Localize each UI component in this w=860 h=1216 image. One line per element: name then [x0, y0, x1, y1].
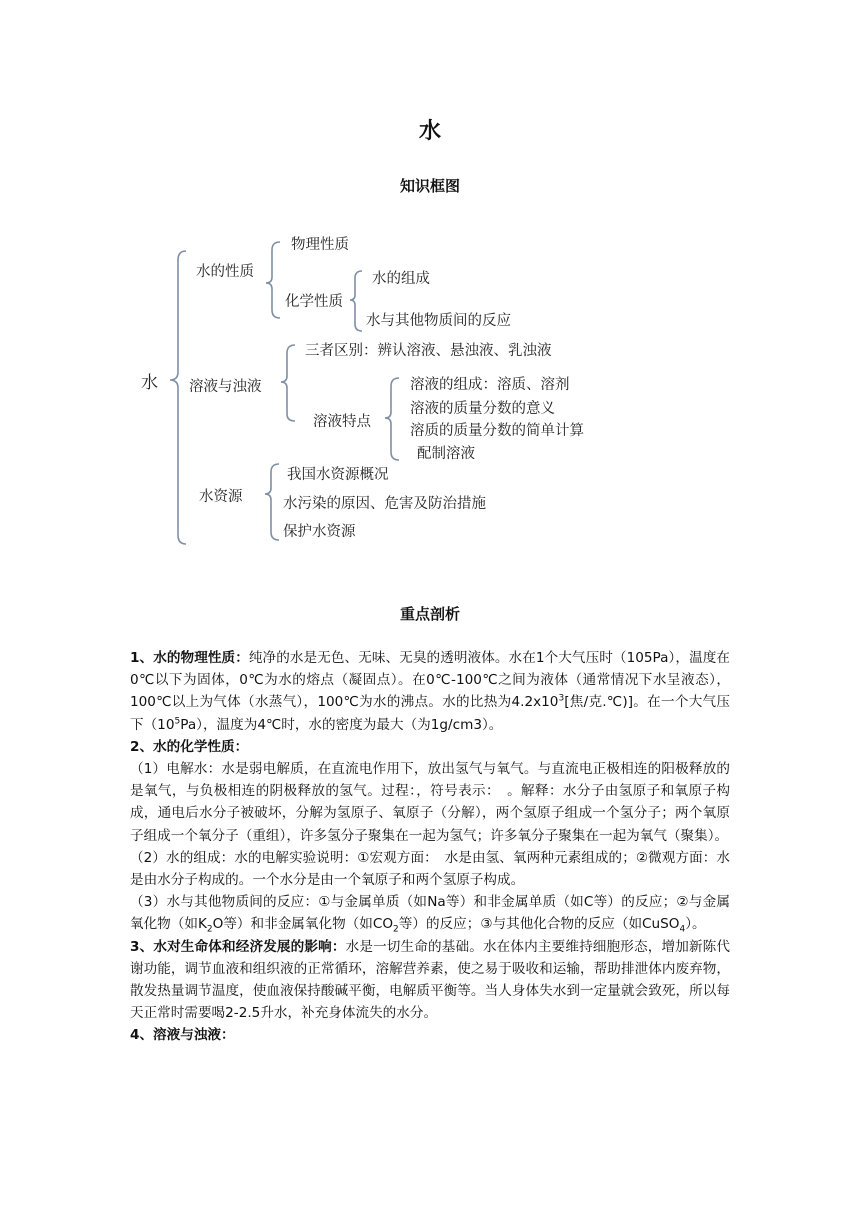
paragraph-composition: （2）水的组成：水的电解实验说明：①宏观方面： 水是由氢、氧两种元素组成的；②微观方面：水是由水分子构成的。一个水分是由一个氧原子和两个氢原子构成。: [130, 849, 730, 889]
page-title: 水: [418, 119, 441, 144]
properties-bracket: [266, 242, 280, 318]
section-physical: 1、水的物理性质：纯净的水是无色、无味、无臭的透明液体。水在1个大气压时（105Pa），温度在0℃以下为固体，0℃为水的熔点（凝固点）。在0℃-100℃之间为液体（通常情况下水呈液态），100℃以上为气体（水蒸气），100℃为水的沸点。水的比热为$4.2x10^3$[焦/克.℃)]。在一个大气压下$(10^5Pa)$，温度为4℃时，水的密度为最大（为1g/cm3）。: [130, 650, 731, 733]
tree-node-features: 溶液特点: [313, 414, 371, 430]
tree-node-resource-2: 水污染的原因、危害及防治措施: [283, 496, 486, 512]
features-bracket: [385, 378, 399, 460]
tree-node-feature-3: 溶质的质量分数的简单计算: [410, 423, 584, 439]
analysis-content: [130, 647, 730, 1047]
paragraph-reactions: （3）水与其他物质间的反应：①与金属单质（如Na等）和非金属单质（如C等）的反应；②与金属氧化物（如$K_2O$等）和非金属氧化物（如$CO_2$等）的反应；③与其他化合物的反应（如CuSO$_4$）。: [130, 894, 730, 936]
resources-bracket: [265, 464, 279, 540]
tree-node-resource-3: 保护水资源: [283, 524, 356, 540]
section-heading: 2、水的化学性质：: [130, 738, 249, 755]
tree-node-resource-1: 我国水资源概况: [287, 467, 389, 483]
solution-bracket: [281, 345, 295, 421]
tree-node-chemical: 化学性质: [285, 294, 343, 310]
section-heading: 1、水的物理性质：: [130, 650, 249, 666]
section-heading: 4、溶液与浊液：: [130, 1027, 235, 1044]
tree-node-physical: 物理性质: [291, 237, 349, 253]
tree-node-feature-2: 溶液的质量分数的意义: [410, 401, 555, 417]
tree-node-difference: 三者区别：辨认溶液、悬浊液、乳浊液: [305, 343, 552, 359]
tree-node-water-resources: 水资源: [199, 489, 243, 505]
tree-node-feature-4: 配制溶液: [417, 446, 475, 462]
section-life-impact: 3、水对生命体和经济发展的影响：水是一切生命的基础。水在体内主要维持细胞形态，增加新陈代谢功能，调节血液和组织液的正常循环，溶解营养素，使之易于吸收和运输，帮助排泄体内废弃物，散发热量调节温度，使血液保持酸碱平衡，电解质平衡等。当人身体失水到一定量就会致死，所以每天正常时需要喝2-2.5升水，补充身体流失的水分。: [130, 938, 730, 1022]
analysis-title: 重点剖析: [399, 605, 460, 623]
tree-node-solutions: 溶液与浊液: [189, 379, 262, 395]
tree-node-feature-1: 溶液的组成：溶质、溶剂: [410, 377, 570, 393]
chemical-bracket: [350, 271, 362, 331]
paragraph-electrolysis: （1）电解水：水是弱电解质，在直流电作用下，放出氢气与氧气。与直流电正极相连的阳极释放的是氧气，与负极相连的阴极释放的氢气。过程：，符号表示： 。解释：水分子由氢原子和氧原子构成，通电后水分子被破坏，分解为氢原子、氧原子（分解），两个氢原子组成一个氢分子；两个氧原子组成一个氧分子（重组），许多氢分子聚集在一起为氢气；许多氧分子聚集在一起为氧气（聚集）。: [130, 761, 730, 844]
tree-node-reactions: 水与其他物质间的反应: [366, 313, 511, 329]
knowledge-tree: [0, 0, 860, 600]
section-heading: 3、水对生命体和经济发展的影响：: [130, 938, 346, 955]
tree-node-properties: 水的性质: [196, 264, 254, 280]
tree-root: 水: [141, 373, 158, 393]
framework-title: 知识框图: [399, 177, 460, 195]
tree-node-composition: 水的组成: [372, 271, 430, 287]
root-bracket: [170, 251, 186, 544]
